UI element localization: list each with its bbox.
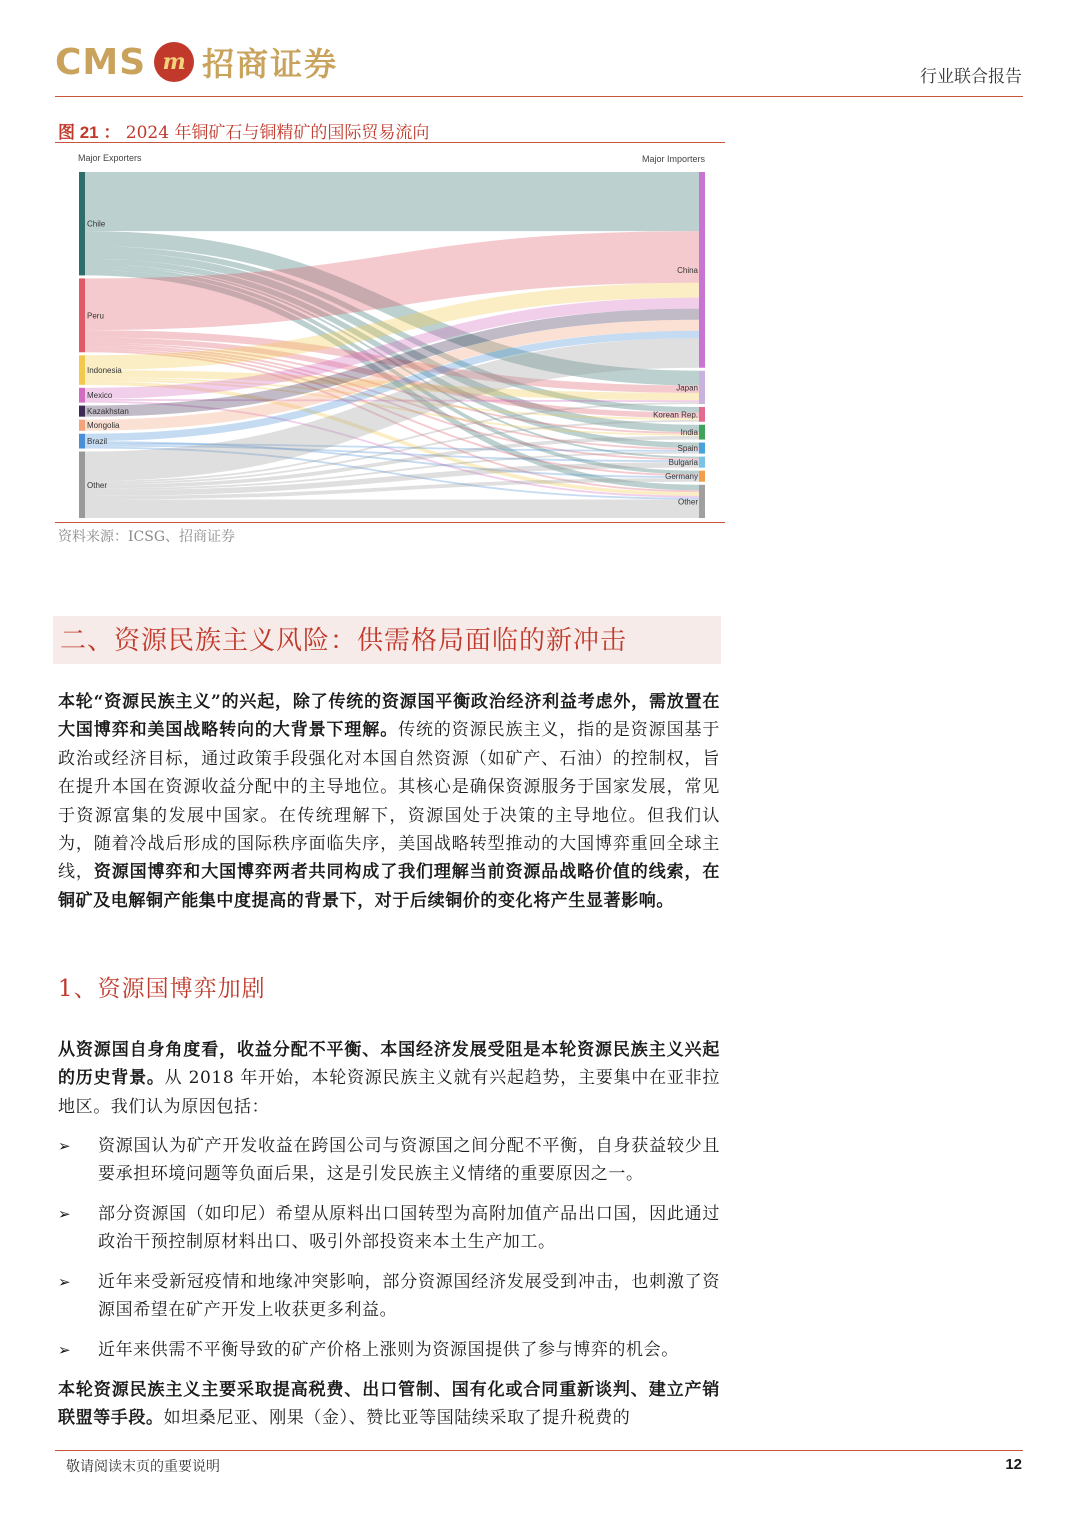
importer-node-bulgaria — [699, 457, 705, 468]
exporter-node-kazakhstan — [79, 406, 85, 417]
sankey-links — [85, 202, 699, 509]
exporter-label: Chile — [87, 219, 106, 229]
logo-chinese: 招商证券 — [202, 45, 339, 83]
list-item — [58, 1132, 720, 1189]
importer-label: Japan — [676, 383, 698, 393]
exporter-node-brazil — [79, 434, 85, 449]
arrow-bullet-icon: ➢ — [58, 1205, 72, 1223]
paragraph-2-body: 从 2018 年开始，本轮资源民族主义就有兴起趋势，主要集中在亚非拉地区。我们认为原因包括： — [58, 1068, 720, 1117]
exporter-label: Kazakhstan — [87, 407, 129, 417]
figure-caption — [58, 118, 429, 143]
importer-label: Germany — [665, 472, 698, 482]
figure-top-divider — [55, 142, 725, 143]
exporter-node-mongolia — [79, 420, 85, 431]
paragraph-2 — [58, 1036, 720, 1121]
footer-divider — [55, 1450, 1023, 1451]
importer-label: China — [677, 265, 698, 275]
importer-node-other — [699, 485, 705, 518]
paragraph-3-lead: 本轮资源民族主义主要采取提高税费、出口管制、国有化或合同重新谈判、建立产销联盟等手段。 — [58, 1380, 720, 1429]
exporter-label: Mexico — [87, 391, 113, 401]
paragraph-3-body: 如坦桑尼亚、刚果（金）、赞比亚等国陆续采取了提升税费的 — [163, 1408, 631, 1429]
header-divider — [55, 96, 1023, 97]
figure-source: 资料来源：ICSG、招商证券 — [58, 529, 236, 545]
exporter-node-other — [79, 452, 85, 518]
list-item — [58, 1336, 720, 1364]
figure-title: 2024 年铜矿石与铜精矿的国际贸易流向 — [125, 123, 430, 143]
exporter-label: Indonesia — [87, 366, 122, 376]
exporter-node-indonesia — [79, 355, 85, 385]
list-item — [58, 1200, 720, 1257]
importer-node-china — [699, 172, 705, 368]
exporter-label: Other — [87, 480, 108, 490]
list-item-text: 资源国认为矿产开发收益在跨国公司与资源国之间分配不平衡，自身获益较少且要承担环境问题等负面后果，这是引发民族主义情绪的重要原因之一。 — [98, 1136, 720, 1185]
importer-node-india — [699, 425, 705, 440]
paragraph-3 — [58, 1376, 720, 1433]
footer-disclaimer: 敬请阅读末页的重要说明 — [66, 1459, 220, 1475]
arrow-bullet-icon: ➢ — [58, 1273, 72, 1291]
list-item-text: 近年来受新冠疫情和地缘冲突影响，部分资源国经济发展受到冲击，也刺激了资源国希望在矿产开发上收获更多利益。 — [98, 1272, 720, 1321]
importer-label: Korean Rep. — [653, 410, 698, 420]
exporter-node-mexico — [79, 388, 85, 403]
report-type: 行业联合报告 — [920, 67, 1022, 87]
exporter-node-chile — [79, 172, 85, 275]
figure-number: 图 21 ： — [58, 123, 121, 142]
section-title: 二、资源民族主义风险：供需格局面临的新冲击 — [60, 626, 628, 656]
sankey-chart — [55, 145, 725, 522]
list-item-text: 近年来供需不平衡导致的矿产价格上涨则为资源国提供了参与博弈的机会。 — [98, 1340, 679, 1360]
importer-label: Bulgaria — [668, 458, 698, 468]
importer-label: India — [680, 428, 698, 438]
list-item-text: 部分资源国（如印尼）希望从原料出口国转型为高附加值产品出口国，因此通过政治干预控制原材料出口、吸引外部投资来本土生产加工。 — [98, 1204, 720, 1253]
paragraph-2-lead: 从资源国自身角度看，收益分配不平衡、本国经济发展受阻是本轮资源民族主义兴起的历史背景。 — [58, 1040, 720, 1089]
paragraph-1 — [58, 688, 720, 915]
paragraph-1-body: 传统的资源民族主义，指的是资源国基于政治或经济目标，通过政策手段强化对本国自然资源（如矿产、石油）的控制权，旨在提升本国在资源收益分配中的主导地位。其核心是确保资源服务于国家发展，常见于资源富集的发展中国家。在传统理解下，资源国处于决策的主导地位。但我们认为，随着冷战后形成的国际秩序面临失序，美国战略转型推动的大国博弈重回全球主线， — [58, 720, 720, 883]
list-item — [58, 1268, 720, 1325]
company-logo — [55, 40, 338, 84]
exporter-node-peru — [79, 278, 85, 352]
subsection-title: 1、资源国博弈加剧 — [58, 976, 266, 1002]
importer-node-japan — [699, 371, 705, 404]
arrow-bullet-icon: ➢ — [58, 1137, 72, 1155]
exporter-label: Brazil — [87, 437, 108, 447]
paragraph-1-conclusion: 资源国博弈和大国博弈两者共同构成了我们理解当前资源品战略价值的线索，在铜矿及电解铜产能集中度提高的背景下，对于后续铜价的变化将产生显著影响。 — [58, 862, 721, 911]
logo-latin: CMS — [55, 41, 147, 83]
importers-header: Major Importers — [641, 154, 705, 164]
paragraph-1-lead: 本轮“资源民族主义”的兴起，除了传统的资源国平衡政治经济利益考虑外，需放置在大国博弈和美国战略转向的大背景下理解。 — [58, 692, 720, 741]
logo-badge-icon: m — [154, 42, 194, 82]
exporter-label: Peru — [87, 311, 104, 321]
importer-node-korean-rep- — [699, 407, 705, 422]
figure-bottom-divider — [55, 522, 725, 523]
arrow-bullet-icon: ➢ — [58, 1341, 72, 1359]
page-number: 12 — [1005, 1456, 1022, 1473]
importer-node-germany — [699, 471, 705, 482]
exporter-label: Mongolia — [87, 421, 120, 431]
exporters-header: Major Exporters — [78, 153, 142, 163]
importer-node-spain — [699, 443, 705, 454]
importer-label: Other — [677, 497, 698, 507]
importer-label: Spain — [677, 444, 698, 454]
